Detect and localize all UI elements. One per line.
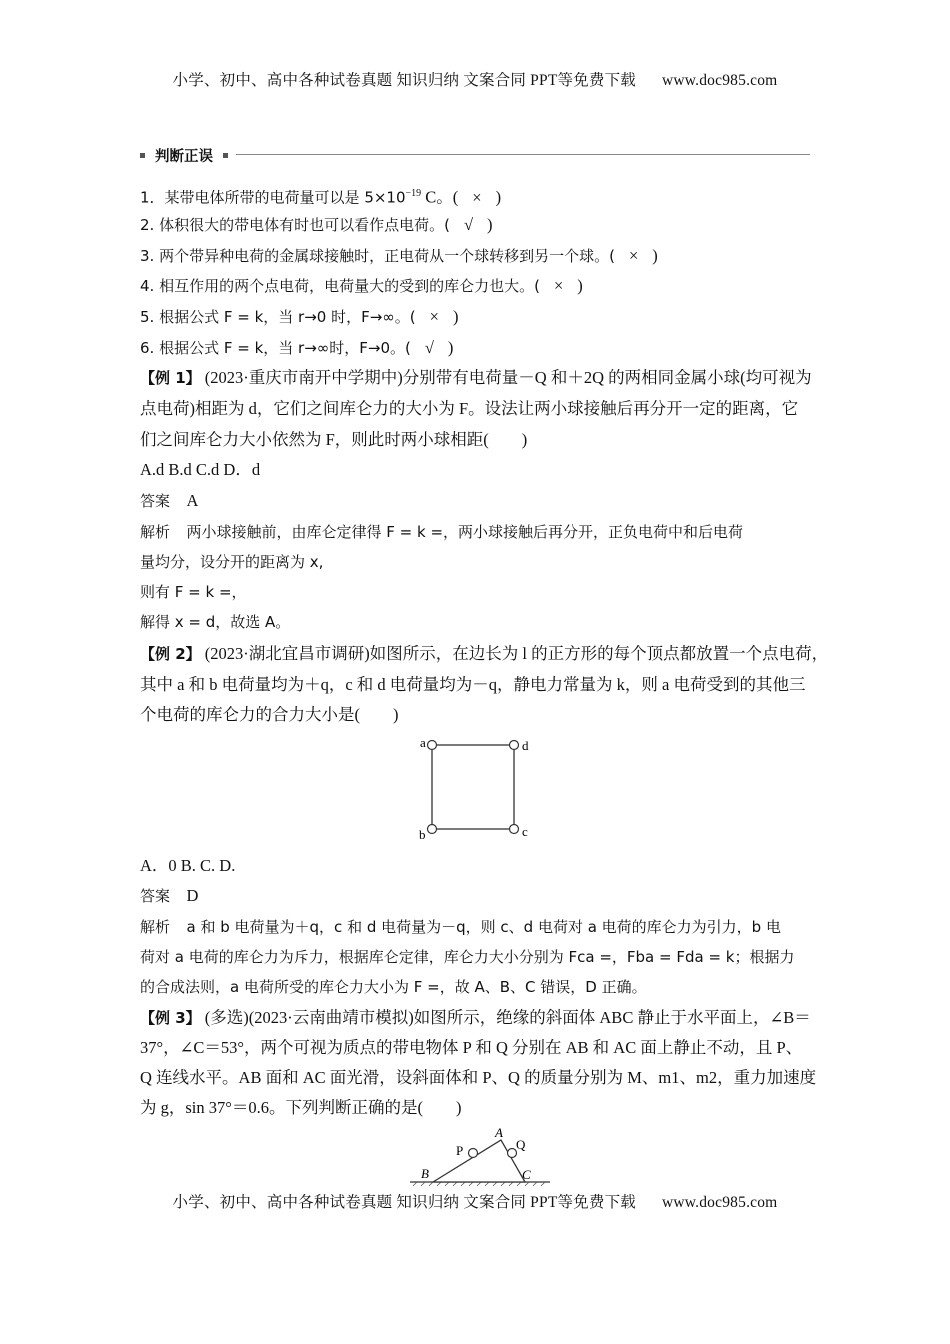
analysis-text: 则有 F = k =， (140, 583, 247, 601)
example2-analysis-3 (140, 975, 647, 999)
judgment-text: 4. 相互作用的两个点电荷，电荷量大的受到的库仑力也大。( (140, 277, 540, 295)
example3-text: 37°，∠C＝53°，两个可视为质点的带电物体 P 和 Q 分别在 AB 和 AC 面上静止不动，且 P、 (140, 1038, 803, 1057)
header-site[interactable]: www.doc985.com (661, 72, 778, 89)
label-A: A (495, 1125, 503, 1140)
example3-line-1 (140, 1006, 811, 1030)
charge-b (428, 825, 437, 834)
analysis-label: 解析 (140, 918, 171, 936)
section-rule (236, 154, 810, 155)
judgment-mark: √ (463, 215, 473, 234)
judgment-item-2: 2. 体积很大的带电体有时也可以看作点电荷。( √ ) (140, 215, 493, 234)
judgment-mark: × (553, 276, 564, 295)
analysis-text: 量均分，设分开的距离为 x, (140, 553, 324, 571)
example3-text: Q 连线水平。AB 面和 AC 面光滑，设斜面体和 P、Q 的质量分别为 M、m1、m2，重力加速度 (140, 1068, 817, 1087)
example1-analysis-4 (140, 610, 290, 634)
analysis-text: 两小球接触前，由库仑定律得 F = k =，两小球接触后再分开，正负电荷中和后电荷 (186, 523, 744, 541)
charge-c (510, 825, 519, 834)
example3-tag: 【例 3】 (140, 1009, 201, 1027)
judgment-tail: C。( (421, 187, 459, 207)
answer-value: A (186, 491, 199, 510)
judgment-text: 2. 体积很大的带电体有时也可以看作点电荷。( (140, 216, 450, 234)
example3-line-4 (140, 1096, 461, 1120)
label-B: B (421, 1166, 429, 1181)
footer-text: 小学、初中、高中各种试卷真题 知识归纳 文案合同 PPT等免费下载 (172, 1194, 636, 1211)
analysis-text: a 和 b 电荷量为＋q，c 和 d 电荷量为－q，则 c、d 电荷对 a 电荷的库仑力为引力，b 电 (186, 918, 781, 936)
example1-analysis-2 (140, 550, 323, 574)
example2-text: (2023·湖北宜昌市调研)如图所示，在边长为 l 的正方形的每个顶点都放置一个点电荷， (204, 644, 829, 663)
footer-site[interactable]: www.doc985.com (661, 1194, 778, 1211)
label-C: C (522, 1167, 531, 1182)
judgment-item-6: 6. 根据公式 F = k，当 r→∞时，F→0。( √ ) (140, 338, 454, 357)
judgment-mark: √ (424, 338, 434, 357)
example1-line-1 (140, 366, 812, 390)
label-P: P (456, 1143, 464, 1158)
answer-label: 答案 (140, 492, 171, 510)
analysis-text: 荷对 a 电荷的库仑力为斥力，根据库仑定律，库仑力大小分别为 Fca =，Fba = Fda = k；根据力 (140, 948, 795, 966)
example1-text: 们之间库仑力大小依然为 F，则此时两小球相距( ) (140, 430, 528, 449)
judgment-mark: × (628, 246, 639, 265)
section-marker-left (140, 153, 145, 158)
label-a: a (420, 735, 426, 750)
object-P (469, 1149, 478, 1158)
answer-value: D (186, 886, 199, 905)
example2-text: 其中 a 和 b 电荷量均为＋q，c 和 d 电荷量均为－q，静电力常量为 k，则 a 电荷受到的其他三 (140, 675, 806, 694)
example2-tag: 【例 2】 (140, 645, 201, 663)
example2-line-1 (140, 642, 828, 666)
section-title: 判断正误 (155, 149, 213, 165)
judgment-mark: × (429, 307, 439, 326)
judgment-text: 1．某带电体所带的电荷量可以是 5×10 (140, 188, 406, 207)
example1-options (140, 458, 260, 482)
options-text: A．0 B. C. D. (140, 856, 236, 875)
example1-answer (140, 489, 198, 513)
label-Q: Q (516, 1137, 526, 1152)
example3-text: 为 g，sin 37°＝0.6。下列判断正确的是( ) (140, 1098, 462, 1117)
example1-text: 点电荷)相距为 d，它们之间库仑力的大小为 F。设法让两小球接触后再分开一定的距离，它 (140, 399, 799, 418)
judgment-item-4: 4. 相互作用的两个点电荷，电荷量大的受到的库仑力也大。( × ) (140, 276, 583, 295)
example2-analysis-2 (140, 945, 794, 969)
judgment-text: 5. 根据公式 F = k，当 r→0 时，F→∞。( (140, 308, 416, 326)
square-charges-figure (410, 735, 540, 845)
example2-options (140, 854, 235, 878)
page-header (0, 68, 950, 90)
example1-analysis-3 (140, 580, 247, 604)
example2-analysis-1 (140, 915, 781, 939)
judgment-mark: × (472, 187, 482, 207)
judgment-sup: −19 (405, 188, 422, 199)
analysis-text: 的合成法则，a 电荷所受的库仑力大小为 F =，故 A、B、C 错误，D 正确。 (140, 978, 647, 996)
incline-figure (405, 1122, 555, 1188)
analysis-label: 解析 (140, 523, 171, 541)
example2-line-3 (140, 703, 399, 727)
header-text: 小学、初中、高中各种试卷真题 知识归纳 文案合同 PPT等免费下载 (172, 72, 636, 89)
label-b: b (419, 827, 426, 842)
example1-line-3 (140, 428, 527, 452)
incline-triangle (433, 1140, 525, 1182)
square-outline (432, 745, 514, 829)
example1-tag: 【例 1】 (140, 369, 201, 387)
analysis-text: 解得 x = d，故选 A。 (140, 613, 291, 631)
label-d: d (522, 738, 529, 753)
example2-text: 个电荷的库仑力的合力大小是( ) (140, 705, 399, 724)
judgment-item-5: 5. 根据公式 F = k，当 r→0 时，F→∞。( × ) (140, 307, 459, 326)
example1-line-2 (140, 397, 798, 421)
example2-line-2 (140, 673, 805, 697)
example3-text: (多选)(2023·云南曲靖市模拟)如图所示，绝缘的斜面体 ABC 静止于水平面上，∠B＝ (204, 1008, 811, 1027)
example2-answer (140, 884, 198, 908)
example1-analysis-1 (140, 520, 743, 544)
example1-text: (2023·重庆市南开中学期中)分别带有电荷量－Q 和＋2Q 的两相同金属小球(均可视为 (204, 368, 812, 387)
judgment-text: 3. 两个带异种电荷的金属球接触时，正电荷从一个球转移到另一个球。( (140, 247, 615, 265)
example3-line-2 (140, 1036, 802, 1060)
answer-label: 答案 (140, 887, 171, 905)
judgment-item-1: 1．某带电体所带的电荷量可以是 $5\times 10^{-19}$ C。( × ) (140, 187, 502, 207)
section-marker-right (223, 153, 228, 158)
section-heading (140, 145, 810, 165)
judgment-text: 6. 根据公式 F = k，当 r→∞时，F→0。( (140, 339, 411, 357)
options-text: A.d B.d C.d D．d (140, 460, 261, 479)
judgment-item-3: 3. 两个带异种电荷的金属球接触时，正电荷从一个球转移到另一个球。( × ) (140, 246, 658, 265)
charge-a (428, 741, 437, 750)
example3-line-3 (140, 1066, 816, 1090)
label-c: c (522, 824, 528, 839)
page-footer (0, 1190, 950, 1212)
charge-d (510, 741, 519, 750)
